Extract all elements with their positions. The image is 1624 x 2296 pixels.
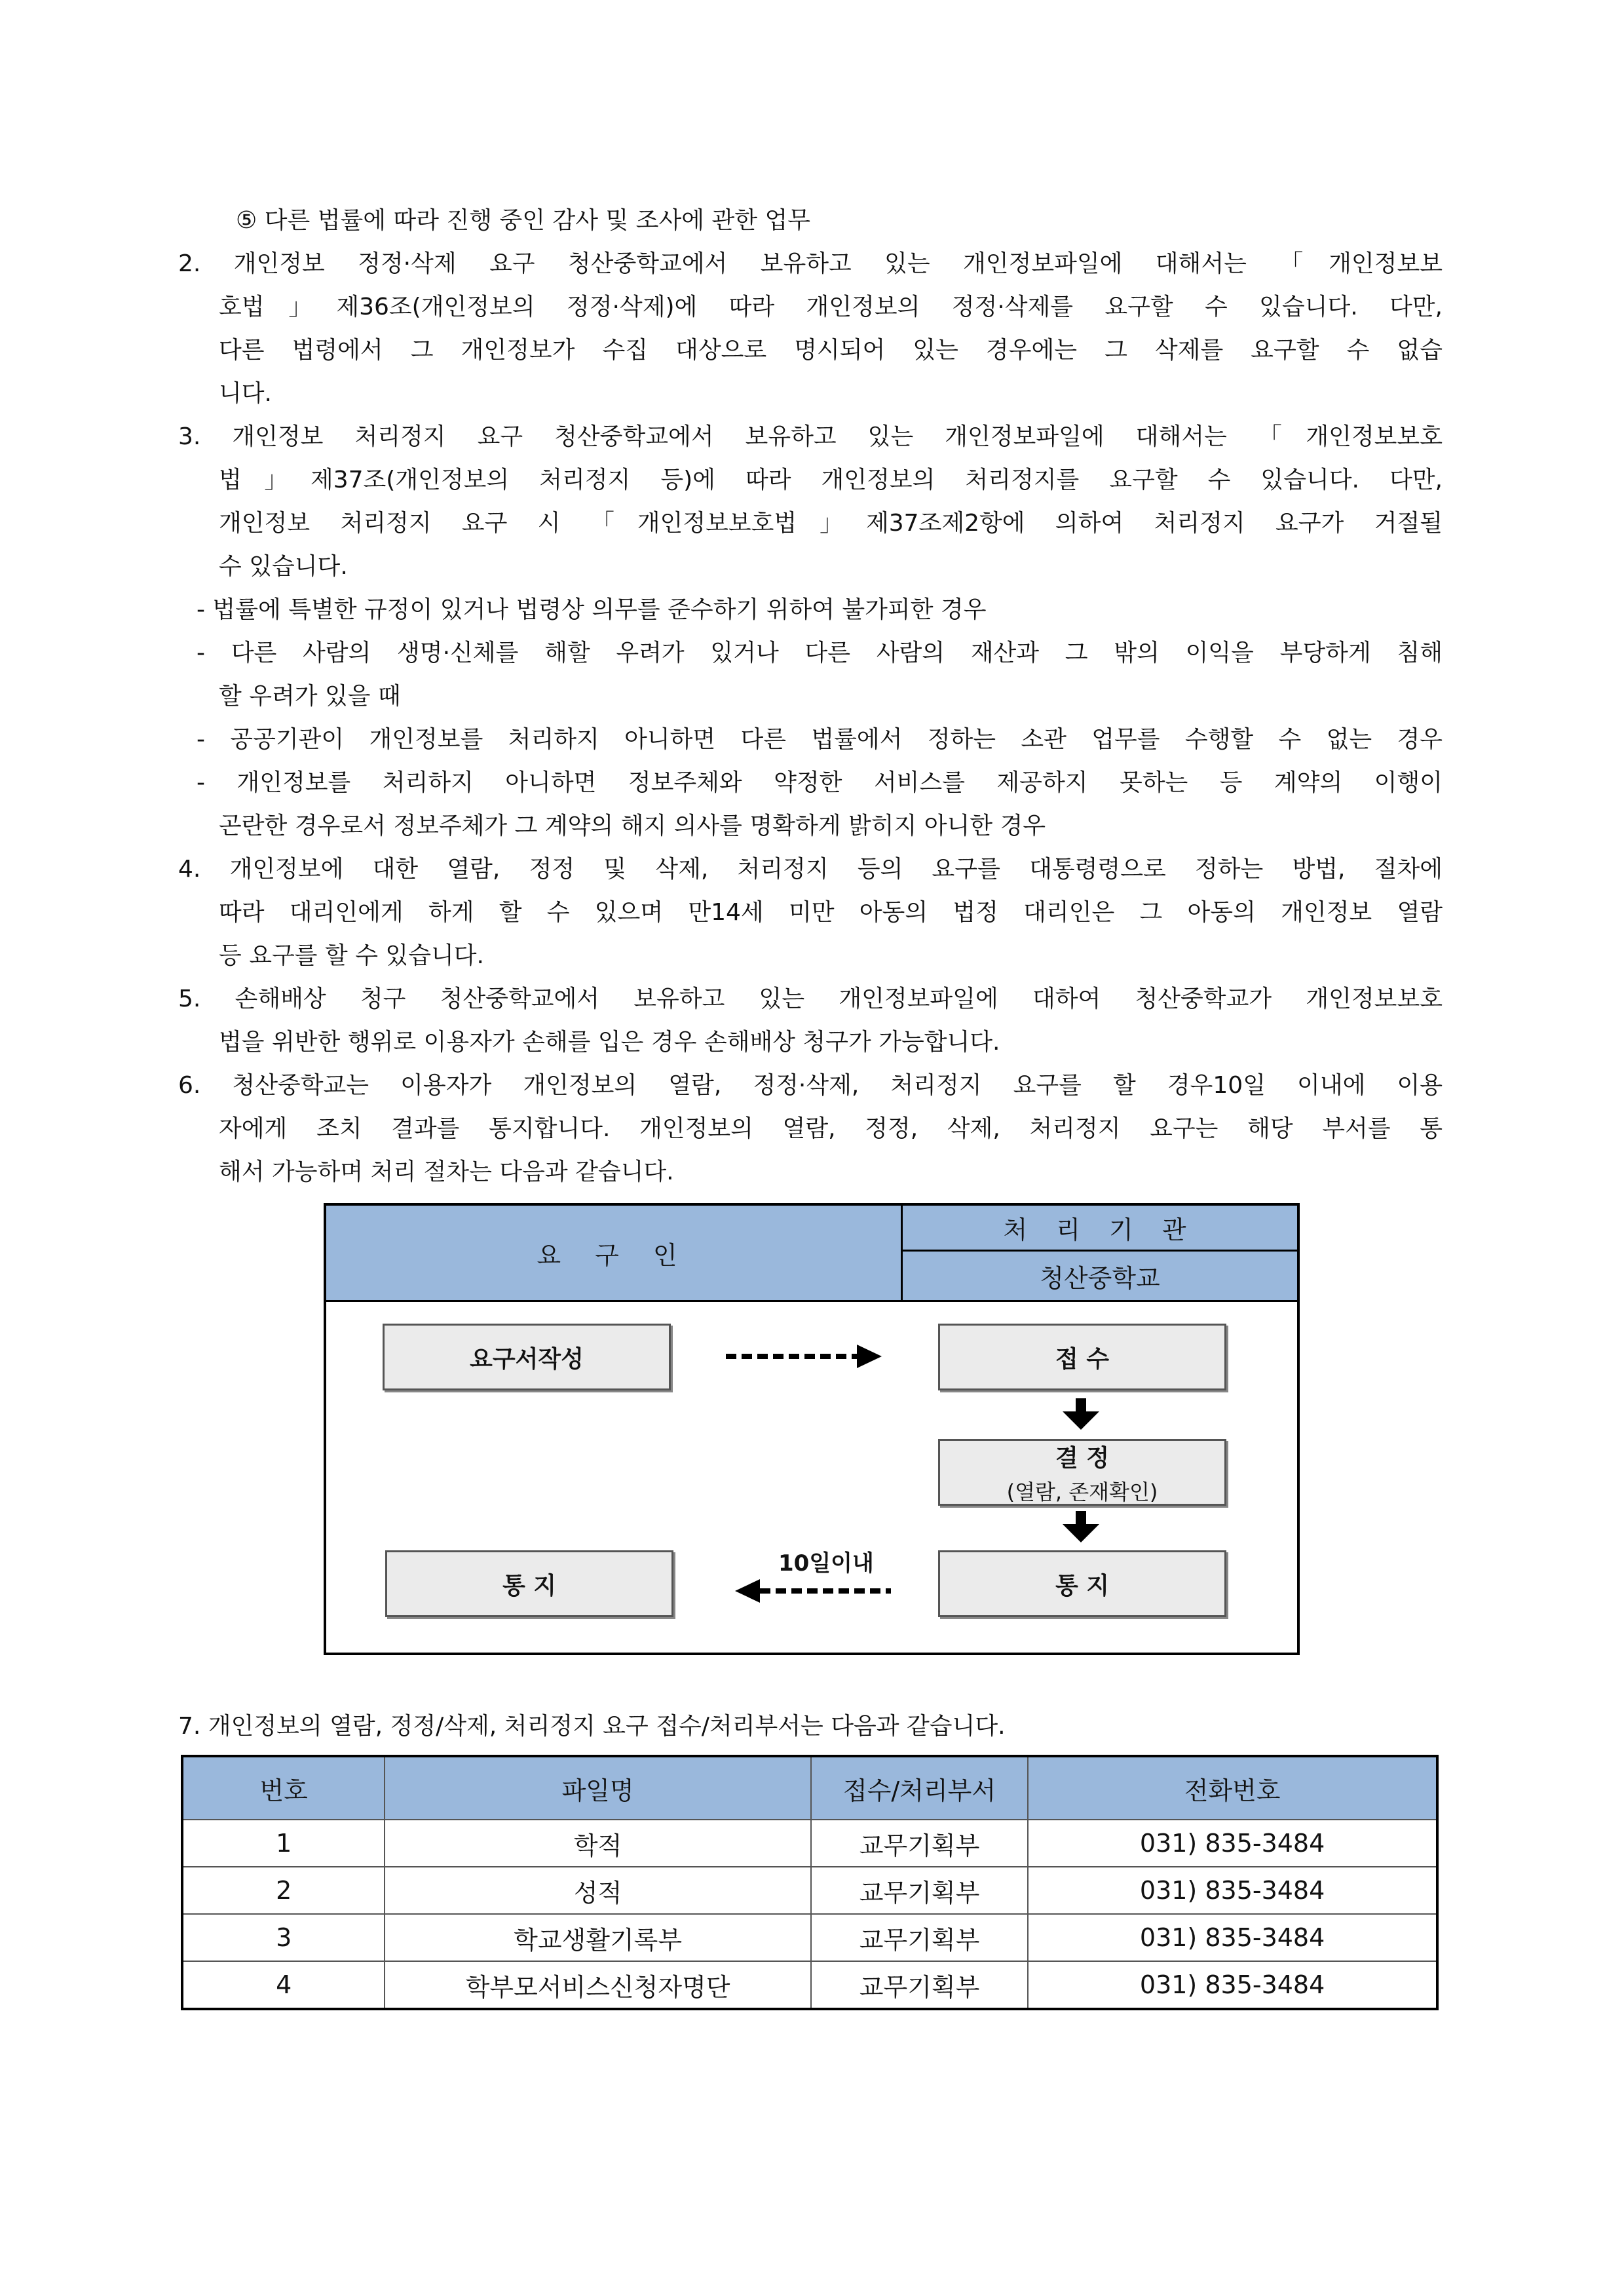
paragraph-line: 법을 위반한 행위로 이용자가 손해를 입은 경우 손해배상 청구가 가능합니다. [219, 1029, 1000, 1056]
paragraph-line: 해서 가능하며 처리 절차는 다음과 같습니다. [219, 1158, 674, 1185]
step-notify-org [938, 1550, 1226, 1617]
cell-department: 교무기획부 [811, 1914, 1028, 1961]
table-header-row [182, 1756, 1437, 1820]
bullet-line: 할 우려가 있을 때 [219, 683, 401, 710]
col-header-department: 접수/처리부서 [811, 1756, 1028, 1820]
cell-department: 교무기획부 [811, 1961, 1028, 2009]
requester-header: 요 구 인 [326, 1206, 903, 1300]
bullet-line: - 공공기관이 개인정보를 처리하지 아니하면 다른 법률에서 정하는 소관 업무를 수행할 수 없는 경우 [197, 726, 1443, 753]
paragraph-line: 수 있습니다. [219, 553, 348, 580]
cell-filename: 학부모서비스신청자명단 [385, 1961, 811, 2009]
step-label: 결 정 [1055, 1444, 1110, 1472]
paragraph-line: 4. 개인정보에 대한 열람, 정정 및 삭제, 처리정지 등의 요구를 대통령령으로 정하는 방법, 절차에 [178, 856, 1443, 883]
table-row [182, 1961, 1437, 2009]
cell-phone: 031) 835-3484 [1028, 1867, 1437, 1914]
paragraph-line: 3. 개인정보 처리정지 요구 청산중학교에서 보유하고 있는 개인정보파일에 대해서는 「개인정보보호 [178, 423, 1443, 450]
paragraph-line: 따라 대리인에게 하게 할 수 있으며 만14세 미만 아동의 법정 대리인은 그 아동의 개인정보 열람 [219, 899, 1443, 926]
paragraph-line: 5. 손해배상 청구 청산중학교에서 보유하고 있는 개인정보파일에 대하여 청산중학교가 개인정보보호 [178, 985, 1443, 1012]
paragraph-line: 개인정보 처리정지 요구 시 「개인정보보호법」제37조제2항에 의하여 처리정지 요구가 거절될 [219, 510, 1443, 537]
col-header-filename: 파일명 [385, 1756, 811, 1820]
section-departments-title: 7. 개인정보의 열람, 정정/삭제, 처리정지 요구 접수/처리부서는 다음과 같습니다. [178, 1713, 1006, 1740]
step-label: 요구서작성 [470, 1345, 584, 1373]
diagram-header [326, 1206, 1297, 1302]
step-label: 접 수 [1055, 1345, 1110, 1373]
dashed-left-arrow-icon [734, 1577, 891, 1605]
list-item-audit: ⑤ 다른 법률에 따라 진행 중인 감사 및 조사에 관한 업무 [236, 207, 811, 234]
step-write-request [383, 1324, 671, 1390]
step-decide [938, 1439, 1226, 1506]
cell-department: 교무기획부 [811, 1820, 1028, 1867]
col-header-phone: 전화번호 [1028, 1756, 1437, 1820]
paragraph-line: 등 요구를 할 수 있습니다. [219, 942, 484, 969]
step-sublabel: (열람, 존재확인) [1006, 1479, 1158, 1504]
paragraph-line: 호법」제36조(개인정보의 정정·삭제)에 따라 개인정보의 정정·삭제를 요구할 수 있습니다. 다만, [219, 294, 1443, 320]
department-table [181, 1755, 1439, 2010]
paragraph-line: 다른 법령에서 그 개인정보가 수집 대상으로 명시되어 있는 경우에는 그 삭제를 요구할 수 없습 [219, 337, 1443, 364]
table-row [182, 1867, 1437, 1914]
step-receive [938, 1324, 1226, 1390]
cell-phone: 031) 835-3484 [1028, 1914, 1437, 1961]
step-label: 통 지 [1055, 1572, 1110, 1599]
col-header-number: 번호 [182, 1756, 385, 1820]
cell-number: 1 [182, 1820, 385, 1867]
paragraph-line: 니다. [219, 380, 272, 407]
process-flow-diagram [324, 1203, 1300, 1655]
paragraph-line: 6. 청산중학교는 이용자가 개인정보의 열람, 정정·삭제, 처리정지 요구를 할 경우10일 이내에 이용 [178, 1072, 1443, 1099]
bullet-line: - 법률에 특별한 규정이 있거나 법령상 의무를 준수하기 위하여 불가피한 경우 [197, 596, 987, 623]
cell-department: 교무기획부 [811, 1867, 1028, 1914]
cell-phone: 031) 835-3484 [1028, 1820, 1437, 1867]
step-label: 통 지 [502, 1572, 557, 1599]
down-arrow-icon [1061, 1398, 1101, 1431]
cell-number: 4 [182, 1961, 385, 2009]
bullet-line: - 개인정보를 처리하지 아니하면 정보주체와 약정한 서비스를 제공하지 못하는 등 계약의 이행이 [197, 769, 1443, 796]
table-row [182, 1820, 1437, 1867]
step-notify-requester [385, 1550, 673, 1617]
org-name: 청산중학교 [1040, 1263, 1160, 1293]
dashed-right-arrow-icon [726, 1342, 883, 1371]
paragraph-line: 법」제37조(개인정보의 처리정지 등)에 따라 개인정보의 처리정지를 요구할 수 있습니다. 다만, [219, 467, 1443, 493]
paragraph-line: 2. 개인정보 정정·삭제 요구 청산중학교에서 보유하고 있는 개인정보파일에 대해서는 「개인정보보 [178, 250, 1443, 277]
cell-filename: 학교생활기록부 [385, 1914, 811, 1961]
paragraph-line: 자에게 조치 결과를 통지합니다. 개인정보의 열람, 정정, 삭제, 처리정지 요구는 해당 부서를 통 [219, 1115, 1443, 1142]
within-10-days-label: 10일이내 [778, 1550, 874, 1577]
cell-filename: 성적 [385, 1867, 811, 1914]
cell-number: 2 [182, 1867, 385, 1914]
cell-filename: 학적 [385, 1820, 811, 1867]
bullet-line: - 다른 사람의 생명·신체를 해할 우려가 있거나 다른 사람의 재산과 그 밖의 이익을 부당하게 침해 [197, 640, 1443, 666]
org-header: 처 리 기 관 [903, 1206, 1297, 1252]
cell-phone: 031) 835-3484 [1028, 1961, 1437, 2009]
bullet-line: 곤란한 경우로서 정보주체가 그 계약의 해지 의사를 명확하게 밝히지 아니한 경우 [219, 813, 1046, 839]
cell-number: 3 [182, 1914, 385, 1961]
down-arrow-icon [1061, 1511, 1101, 1544]
table-row [182, 1914, 1437, 1961]
